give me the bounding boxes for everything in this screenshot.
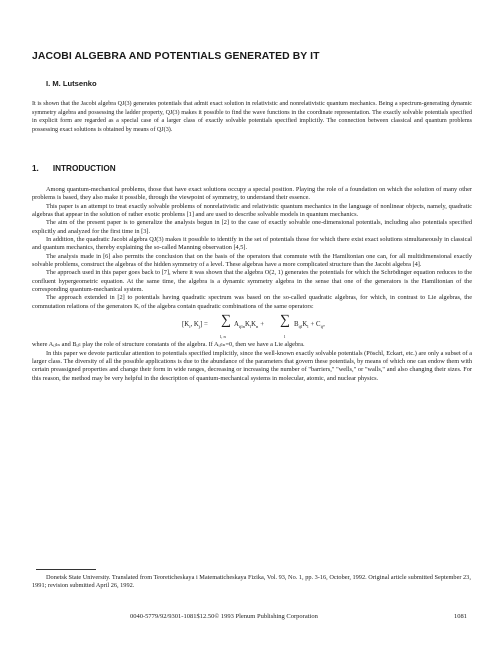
copyright-line: 0040-5779/92/9301-1081$12.50© 1993 Plenum Publishing Corporation bbox=[130, 613, 318, 620]
paragraph: where Aᵢⱼₗₙ and Bᵢⱼₗ play the role of structure constants of the algebra. If Aᵢⱼₗₙ=0, then we have a Lie algebra. bbox=[32, 341, 305, 349]
sum-symbol: ∑ bbox=[280, 313, 290, 329]
paragraph: Among quantum-mechanical problems, those that have exact solutions occupy a special position. Playing the role of a foundation on which the solution of many other problems is based, they also make it possible, through the viewpoint of symmetry, to understand their essence. bbox=[32, 186, 472, 202]
page-number: 1081 bbox=[454, 613, 467, 620]
footnote-divider bbox=[36, 569, 96, 570]
author-name: I. M. Lutsenko bbox=[46, 79, 97, 88]
body-text bbox=[32, 186, 472, 383]
paragraph: In addition, the quadratic Jacobi algebra QJ(3) makes it possible to identify in the set of potentials those for which there exist exact solutions simultaneously in classical and quantum mechanics, thereby explaining the so-called Manning observation [4,5]. bbox=[32, 236, 472, 252]
abstract-text: It is shown that the Jacobi algebra QJ(3) generates potentials that admit exact solution in relativistic and nonrelativistic quantum mechanics. Being a spectrum-generating dynamic symmetry algebra and possessing the ladder property, QJ(3) makes it possible to find the wave functions in the coordinate representation. The exactly solvable potentials specified in explicit form are regarded as a special case of a larger class of exactly solvable potentials specified implicitly. The connection between classical and quantum problems possessing exact solutions is obtained by means of QJ(3). bbox=[32, 101, 472, 133]
paragraph: The analysis made in [6] also permits the conclusion that on the basis of the operators that commute with the Hamiltonian one can, for all multidimensional exactly solvable problems, construct the algebras of the hidden symmetry of a level. These algebras have a more complicated structure than the Jacobi algebra [4]. bbox=[32, 252, 472, 269]
paragraph: The approach used in this paper goes back to [7], where it was shown that the algebra O(2, 1) generates the potentials for which the Schrödinger equation reduces to the confluent hypergeometric equation. At the same time, the algebra is a dynamic symmetry algebra in the sense that one of the generators is the Hamiltonian of the corresponding quantum-mechanical system. bbox=[32, 269, 472, 294]
eq-term-a: $A_{ijln}K_lK_n$ + bbox=[234, 321, 265, 330]
section-number: 1. bbox=[32, 164, 39, 173]
footnote: Donetsk State University. Translated from Teoreticheskaya i Matematicheskaya Fizika, Vol. 93, No. 1, pp. 3-16, October, 1992. Original article submitted September 23, 1991; revision submitted April 26, 1992. bbox=[32, 574, 471, 590]
paragraph: In this paper we devote particular attention to potentials specified implicitly, since the well-known exactly solvable potentials (Pöschl, Eckart, etc.) are only a subset of a larger class. The diversity of all the possible applications is due to the abundance of the parameters that govern these potentials, by means of which one can endow them with certain preassigned properties and change their form in wide ranges, decreasing or increasing the number of "barriers," "wells," or "walls," and also changing their sizes. For this reason, the method may be very helpful in the description of quantum-mechanical systems in molecular, atomic, and nuclear physics. bbox=[32, 349, 472, 382]
paper-title: JACOBI ALGEBRA AND POTENTIALS GENERATED BY IT bbox=[32, 51, 320, 62]
paragraph: This paper is an attempt to treat exactly solvable problems of nonrelativistic and relativistic quantum mechanics in the language of nonlinear objects, namely, quadratic algebras that appear in the solution of rather exotic problems [1] and are used to describe solvable models in quantum mechanics. bbox=[32, 202, 472, 219]
paragraph: The aim of the present paper is to generalize the analysis begun in [2] to the case of exactly solvable one-dimensional potentials, including also potentials specified explicitly and analyzed for the first time in [3]. bbox=[32, 219, 472, 235]
commutation-equation bbox=[32, 311, 472, 341]
section-title: INTRODUCTION bbox=[52, 164, 116, 173]
paragraph: The approach extended in [2] to potentials having quadratic spectrum was based on the so-called quadratic algebras, for which, in contrast to Lie algebras, the commutation relations of the generators Kᵢ of the algebra contain quadratic combinations of the same operators: bbox=[32, 294, 472, 310]
post-equation-text bbox=[32, 341, 472, 383]
sum-index: l, n bbox=[220, 334, 226, 340]
eq-lhs: [$K_i$, $K_j$] = bbox=[182, 321, 208, 330]
eq-term-b: $B_{ijl}K_l + C_{ij}$, bbox=[294, 321, 325, 330]
sum-symbol: ∑ bbox=[221, 313, 231, 329]
section-heading bbox=[32, 164, 130, 173]
sum-index: l bbox=[284, 334, 286, 340]
abstract bbox=[32, 100, 472, 134]
